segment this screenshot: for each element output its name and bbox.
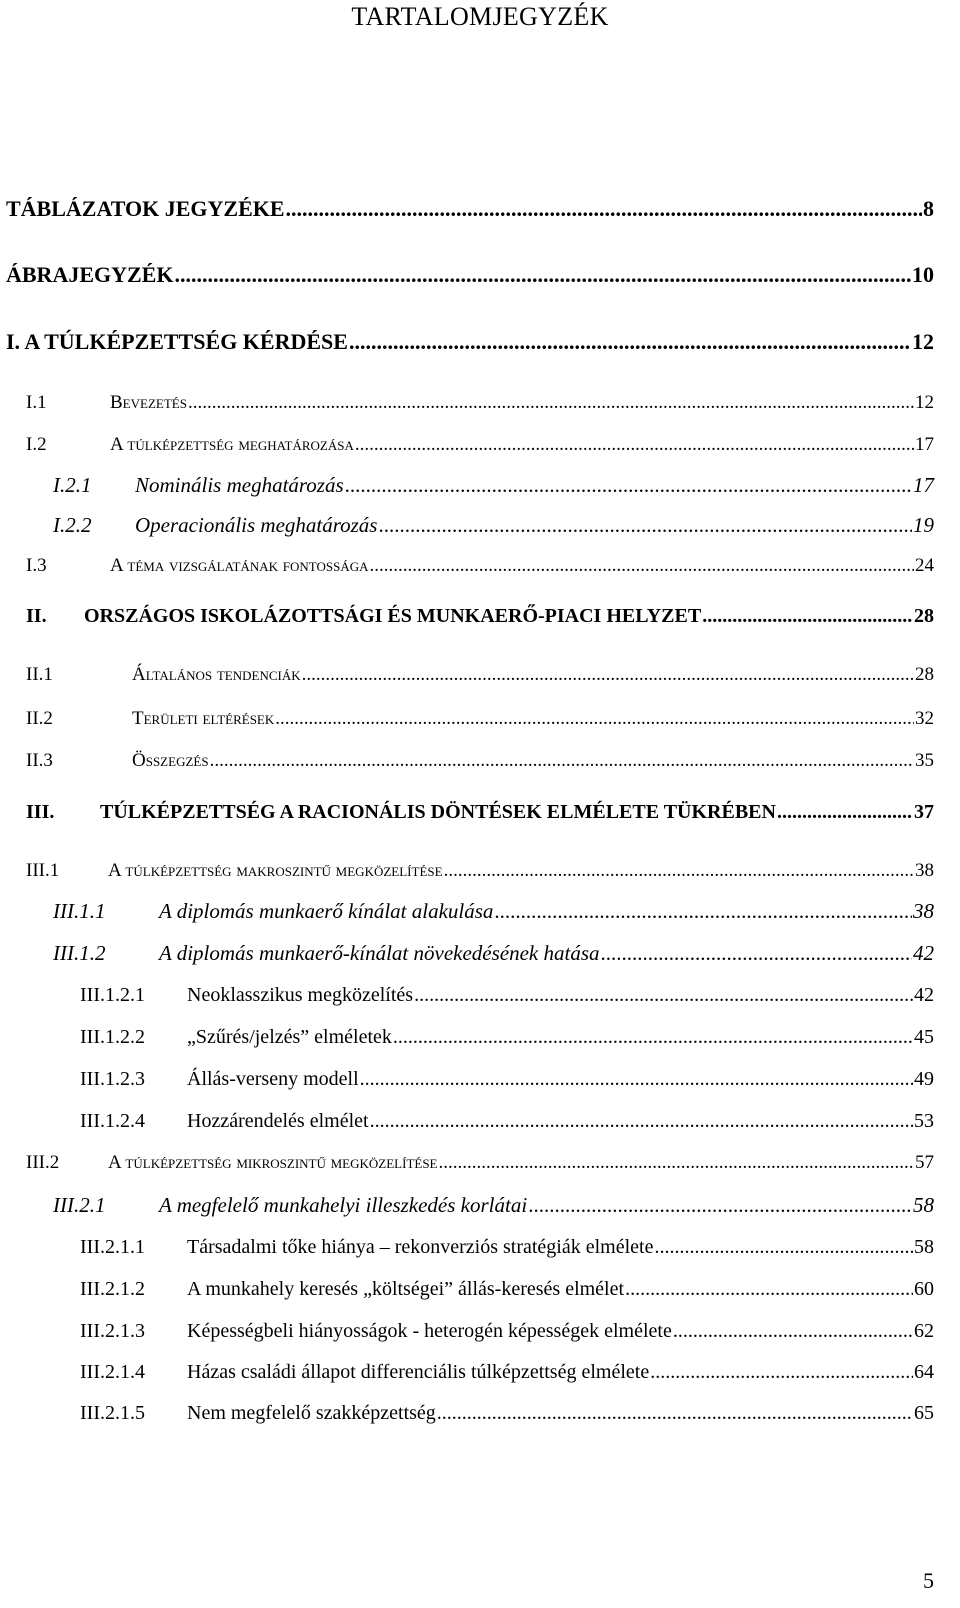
toc-dot-leader — [370, 1108, 913, 1134]
toc-entry-number: III.1.2 — [53, 941, 106, 965]
toc-entry[interactable] — [53, 1192, 934, 1218]
toc-entry-number: I.2 — [26, 434, 47, 455]
toc-entry-page: 28 — [915, 664, 934, 685]
toc-entry[interactable] — [80, 1234, 934, 1260]
toc-entry-number: III.2.1.3 — [80, 1320, 145, 1342]
toc-entry-title: A túlképzettség makroszintű megközelítése — [108, 860, 443, 881]
toc-entry-page: 58 — [914, 1236, 934, 1258]
toc-entry-number: I.2.1 — [53, 473, 92, 497]
toc-entry-page: 57 — [915, 1152, 934, 1173]
toc-entry-number: II.3 — [26, 750, 53, 771]
toc-entry-title: Bevezetés — [110, 392, 187, 413]
toc-entry-page: 62 — [914, 1320, 934, 1342]
toc-entry-page: 28 — [914, 605, 934, 627]
toc-entry-title: Hozzárendelés elmélet — [187, 1110, 369, 1132]
toc-entry-number: III.2.1.1 — [80, 1236, 145, 1258]
toc-entry-title: Házas családi állapot differenciális túlképzettség elmélete — [187, 1361, 650, 1383]
toc-entry-number: III.1.2.4 — [80, 1110, 145, 1132]
toc-dot-leader — [370, 553, 914, 579]
toc-entry-title: Nominális meghatározás — [135, 473, 344, 497]
toc-dot-leader — [702, 603, 913, 629]
toc-entry-page: 12 — [912, 329, 934, 354]
toc-entry[interactable] — [80, 1318, 934, 1344]
toc-entry[interactable] — [80, 1066, 934, 1092]
toc-dot-leader — [601, 940, 913, 966]
toc-entry[interactable] — [6, 262, 934, 288]
toc-dot-leader — [437, 1400, 913, 1426]
toc-entry-title: A túlképzettség meghatározása — [110, 434, 354, 455]
toc-entry-number: I.2.2 — [53, 513, 92, 537]
toc-entry[interactable] — [53, 940, 934, 966]
toc-entry-title: Képességbeli hiányosságok - heterogén képességek elmélete — [187, 1320, 672, 1342]
toc-entry-page: 45 — [914, 1026, 934, 1048]
toc-entry-page: 37 — [914, 801, 934, 823]
toc-entry-page: 19 — [913, 513, 934, 537]
toc-entry-title: Területi eltérések — [132, 708, 275, 729]
toc-entry-number: III.1.2.3 — [80, 1068, 145, 1090]
toc-entry-title: Társadalmi tőke hiánya – rekonverziós stratégiák elmélete — [187, 1236, 654, 1258]
toc-entry[interactable] — [26, 603, 934, 629]
toc-entry-title: TÁBLÁZATOK JEGYZÉKE — [6, 196, 285, 221]
toc-entry-title: A diplomás munkaerő kínálat alakulása — [159, 899, 494, 923]
toc-dot-leader — [654, 1234, 913, 1260]
toc-entry-number: III.2 — [26, 1152, 60, 1173]
toc-entry-page: 35 — [915, 750, 934, 771]
toc-entry-title: Általános tendenciák — [132, 664, 301, 685]
toc-entry[interactable] — [26, 553, 934, 579]
toc-entry[interactable] — [80, 1024, 934, 1050]
toc-dot-leader — [286, 196, 922, 222]
toc-entry[interactable] — [53, 898, 934, 924]
toc-entry-number: III. — [26, 801, 55, 823]
toc-entry[interactable] — [80, 1276, 934, 1302]
toc-entry-number: III.1.1 — [53, 899, 106, 923]
toc-entry[interactable] — [6, 329, 934, 355]
toc-entry-title: Neoklasszikus megközelítés — [187, 984, 414, 1006]
toc-entry[interactable] — [26, 858, 934, 884]
toc-entry-title: I. A TÚLKÉPZETTSÉG KÉRDÉSE — [6, 329, 348, 354]
toc-dot-leader — [210, 748, 914, 774]
toc-entry[interactable] — [80, 1400, 934, 1426]
toc-entry-page: 49 — [914, 1068, 934, 1090]
toc-entry-page: 53 — [914, 1110, 934, 1132]
toc-entry-title: A túlképzettség mikroszintű megközelítése — [108, 1152, 438, 1173]
toc-entry-number: II. — [26, 605, 47, 627]
toc-dot-leader — [777, 799, 913, 825]
toc-entry-page: 64 — [914, 1361, 934, 1383]
page-number: 5 — [923, 1568, 934, 1593]
toc-entry-page: 38 — [915, 860, 934, 881]
toc-dot-leader — [345, 472, 912, 498]
toc-dot-leader — [673, 1318, 913, 1344]
toc-dot-leader — [625, 1276, 913, 1302]
toc-entry-page: 42 — [913, 941, 934, 965]
toc-entry[interactable] — [26, 706, 934, 732]
toc-entry-number: III.2.1.2 — [80, 1278, 145, 1300]
toc-entry-page: 58 — [913, 1193, 934, 1217]
toc-entry-title: TÚLKÉPZETTSÉG A RACIONÁLIS DÖNTÉSEK ELMÉLETE TÜKRÉBEN — [100, 801, 776, 823]
toc-entry[interactable] — [26, 799, 934, 825]
toc-entry[interactable] — [80, 1108, 934, 1134]
toc-entry[interactable] — [53, 472, 934, 498]
toc-entry-title: Összegzés — [132, 750, 209, 771]
toc-entry-page: 65 — [914, 1402, 934, 1424]
toc-entry[interactable] — [26, 1150, 934, 1176]
toc-entry-title: A munkahely keresés „költségei” állás-keresés elmélet — [187, 1278, 625, 1300]
toc-entry[interactable] — [53, 512, 934, 538]
toc-dot-leader — [188, 390, 914, 416]
toc-entry-number: III.2.1.4 — [80, 1361, 145, 1383]
toc-entry-title: Állás-verseny modell — [187, 1068, 359, 1090]
toc-entry-title: A téma vizsgálatának fontossága — [110, 555, 369, 576]
toc-dot-leader — [378, 512, 912, 538]
toc-dot-leader — [355, 432, 914, 458]
toc-entry-page: 8 — [923, 196, 934, 221]
toc-entry[interactable] — [26, 748, 934, 774]
toc-entry[interactable] — [6, 196, 934, 222]
toc-entry-number: I.1 — [26, 392, 47, 413]
toc-entry-title: Operacionális meghatározás — [135, 513, 378, 537]
toc-entry[interactable] — [80, 1359, 934, 1385]
toc-entry-number: II.2 — [26, 708, 53, 729]
toc-entry-page: 10 — [912, 262, 934, 287]
toc-entry-page: 32 — [915, 708, 934, 729]
toc-entry-page: 42 — [914, 984, 934, 1006]
toc-dot-leader — [439, 1150, 915, 1176]
toc-entry-number: III.2.1.5 — [80, 1402, 145, 1424]
toc-dot-leader — [302, 662, 914, 688]
toc-entry-title: A megfelelő munkahelyi illeszkedés korlátai — [159, 1193, 528, 1217]
toc-dot-leader — [360, 1066, 913, 1092]
toc-entry[interactable] — [26, 662, 934, 688]
document-title: TARTALOMJEGYZÉK — [351, 2, 609, 31]
toc-dot-leader — [650, 1359, 913, 1385]
toc-entry-title: Nem megfelelő szakképzettség — [187, 1402, 436, 1424]
toc-dot-leader — [174, 262, 911, 288]
toc-dot-leader — [494, 898, 912, 924]
toc-dot-leader — [414, 982, 913, 1008]
toc-entry-page: 24 — [915, 555, 934, 576]
toc-entry-page: 60 — [914, 1278, 934, 1300]
toc-entry[interactable] — [26, 432, 934, 458]
toc-dot-leader — [528, 1192, 912, 1218]
toc-entry-title: ORSZÁGOS ISKOLÁZOTTSÁGI ÉS MUNKAERŐ-PIACI HELYZET — [84, 605, 702, 627]
toc-entry-number: II.1 — [26, 664, 53, 685]
toc-entry-page: 17 — [915, 434, 934, 455]
toc-entry-title: „Szűrés/jelzés” elméletek — [187, 1026, 392, 1048]
toc-entry-page: 17 — [913, 473, 934, 497]
toc-entry-page: 12 — [915, 392, 934, 413]
toc-entry-number: III.2.1 — [53, 1193, 106, 1217]
toc-entry-number: III.1 — [26, 860, 60, 881]
toc-entry[interactable] — [26, 390, 934, 416]
toc-entry-page: 38 — [913, 899, 934, 923]
toc-entry[interactable] — [80, 982, 934, 1008]
toc-entry-number: III.1.2.1 — [80, 984, 145, 1006]
toc-dot-leader — [393, 1024, 913, 1050]
toc-dot-leader — [444, 858, 914, 884]
toc-dot-leader — [349, 329, 911, 355]
toc-entry-number: I.3 — [26, 555, 47, 576]
toc-dot-leader — [275, 706, 914, 732]
toc-entry-number: III.1.2.2 — [80, 1026, 145, 1048]
toc-entry-title: A diplomás munkaerő-kínálat növekedésének hatása — [159, 941, 600, 965]
toc-entry-title: ÁBRAJEGYZÉK — [6, 262, 174, 287]
